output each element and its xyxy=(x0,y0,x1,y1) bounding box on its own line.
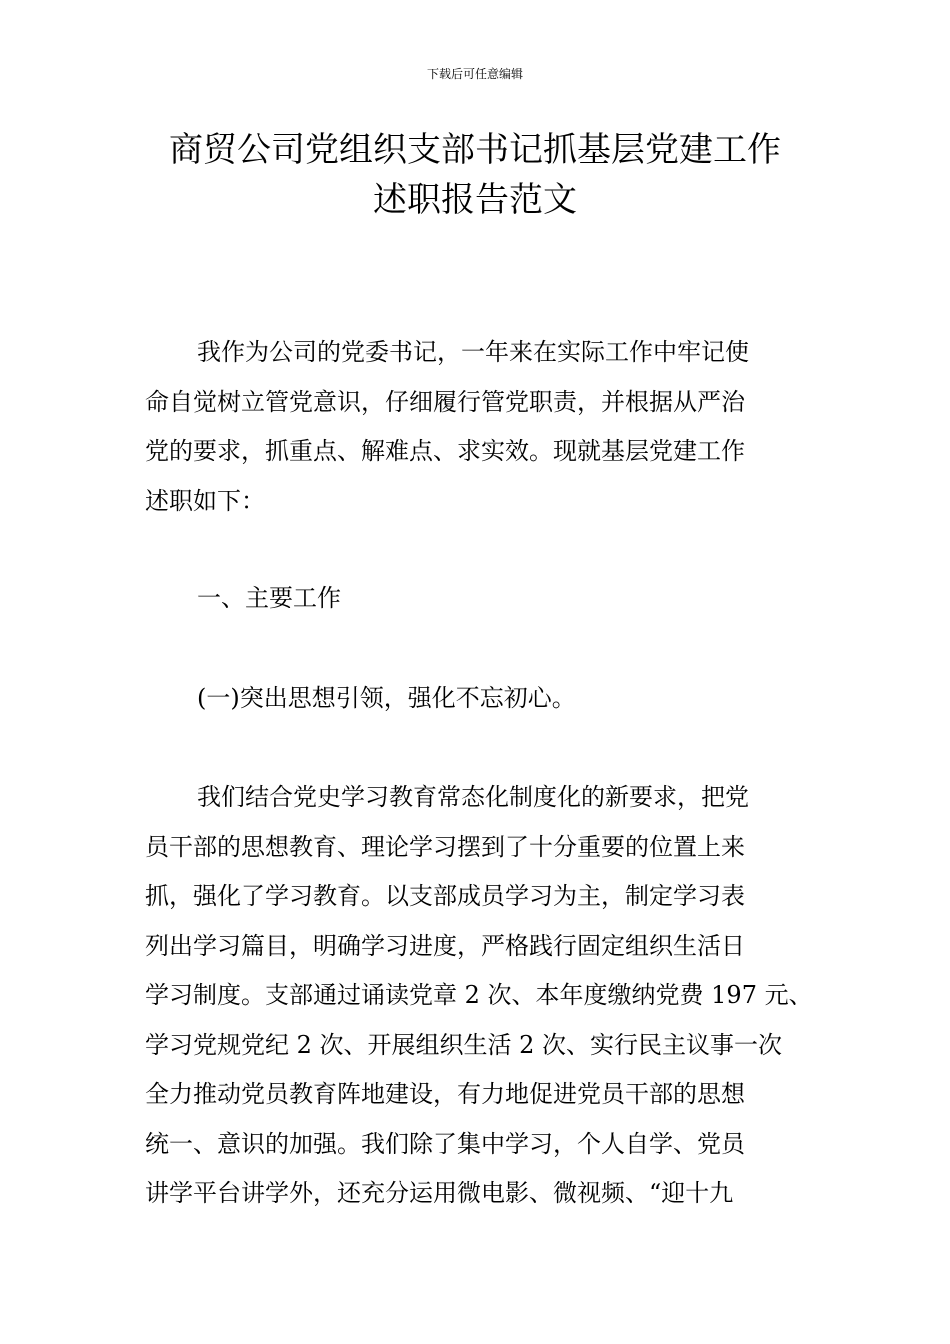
intro-line-4: 述职如下： xyxy=(145,486,265,515)
header-note: 下载后可任意编辑 xyxy=(426,67,523,81)
paragraph-line-6: 学习党规党纪 2 次、开展组织生活 2 次、实行民主议事一次 xyxy=(145,1030,783,1059)
document-title-line-1: 商贸公司党组织支部书记抓基层党建工作 xyxy=(169,130,781,170)
intro-line-2: 命自觉树立管党意识，仔细履行管党职责，并根据从严治 xyxy=(145,387,745,416)
paragraph-line-5: 学习制度。支部通过诵读党章 2 次、本年度缴纳党费 197 元、 xyxy=(145,981,813,1009)
intro-line-1: 我作为公司的党委书记，一年来在实际工作中牢记使 xyxy=(197,338,749,366)
intro-paragraph xyxy=(145,328,825,526)
section-heading-text: 一、主要工作 xyxy=(197,584,341,612)
paragraph-line-2: 员干部的思想教育、理论学习摆到了十分重要的位置上来 xyxy=(145,832,745,861)
paragraph-line-1: 我们结合党史学习教育常态化制度化的新要求，把党 xyxy=(197,783,749,811)
paragraph-line-3: 抓，强化了学习教育。以支部成员学习为主，制定学习表 xyxy=(145,882,745,910)
paragraph-line-8: 统一、意识的加强。我们除了集中学习，个人自学、党员 xyxy=(145,1129,745,1158)
paragraph-line-4: 列出学习篇目，明确学习进度，严格践行固定组织生活日 xyxy=(145,931,745,960)
paragraph-line-7: 全力推动党员教育阵地建设，有力地促进党员干部的思想 xyxy=(145,1080,745,1108)
body-paragraph xyxy=(145,773,825,1219)
subsection-heading-text: (一)突出思想引领，强化不忘初心。 xyxy=(197,684,576,712)
subsection-heading xyxy=(145,674,825,724)
intro-line-3: 党的要求，抓重点、解难点、求实效。现就基层党建工作 xyxy=(145,437,745,465)
section-heading xyxy=(145,574,825,624)
document-title-line-2: 述职报告范文 xyxy=(373,180,577,220)
paragraph-line-9: 讲学平台讲学外，还充分运用微电影、微视频、“迎十九 xyxy=(145,1179,734,1207)
